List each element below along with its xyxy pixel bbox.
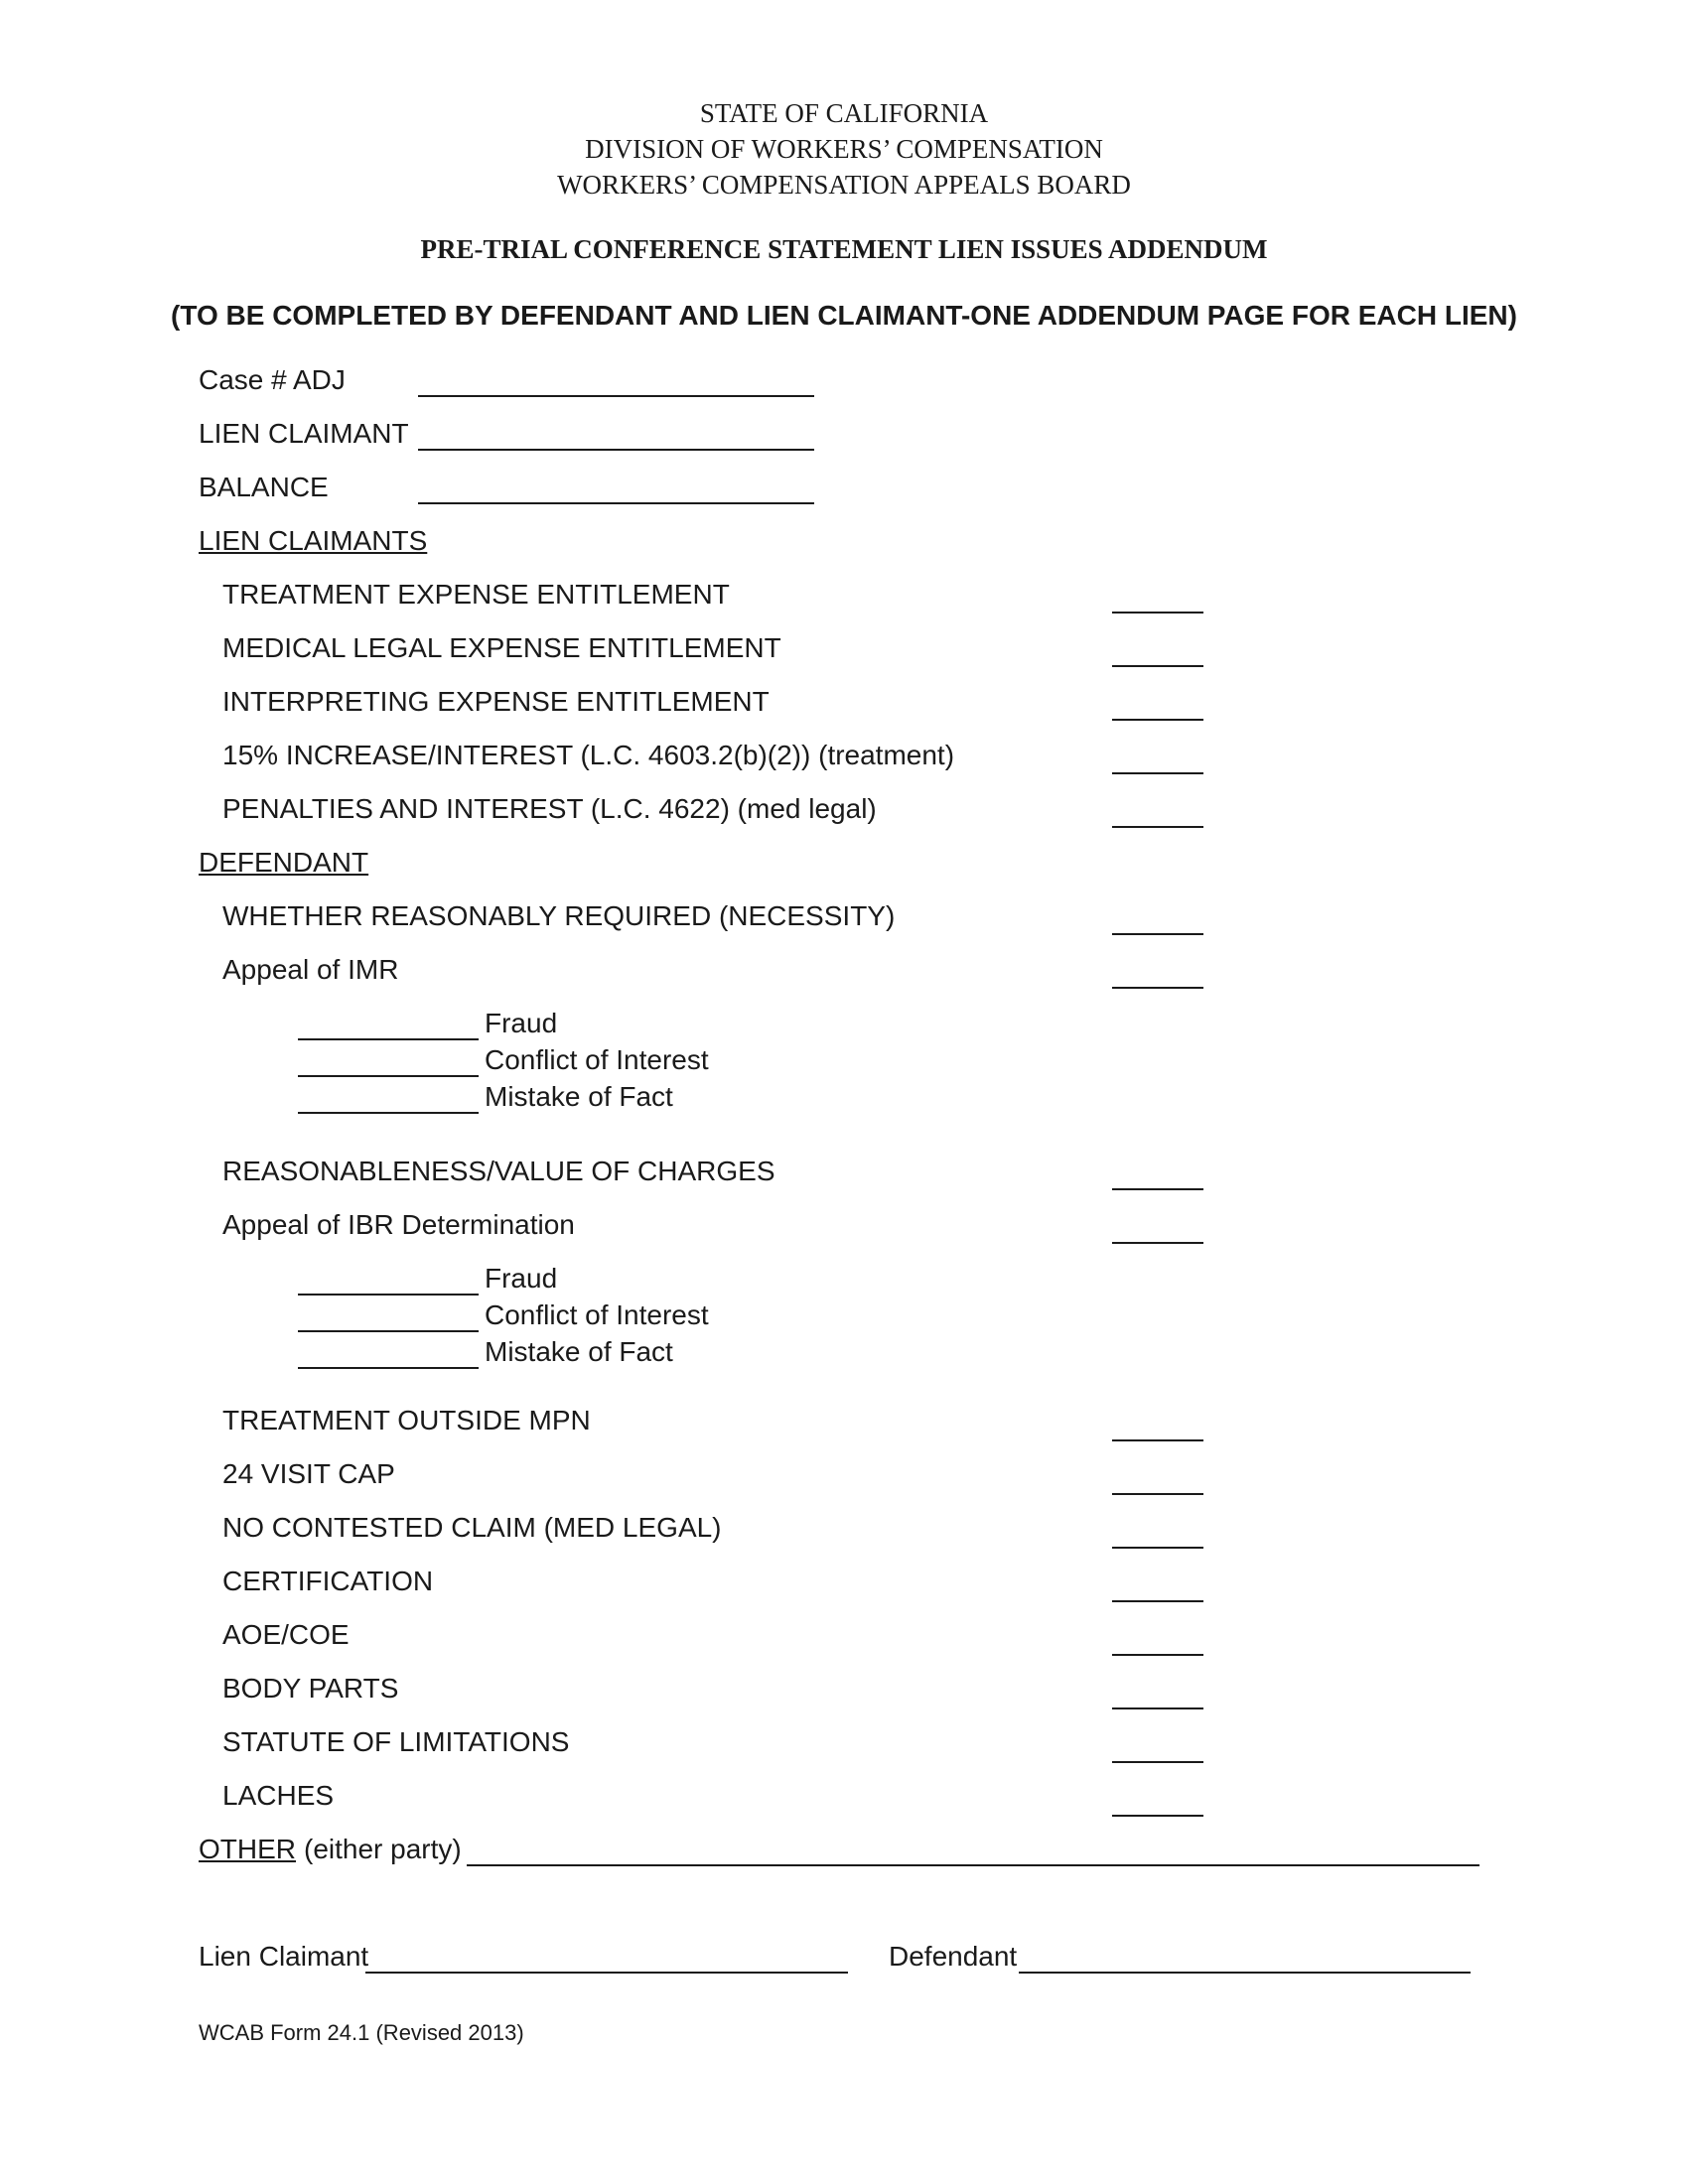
issue-treatment-expense-blank[interactable] (1112, 612, 1203, 614)
imr-conflict-blank[interactable] (298, 1075, 479, 1077)
issue-aoe-coe-blank[interactable] (1112, 1654, 1203, 1656)
issue-appeal-imr: Appeal of IMR (222, 954, 399, 985)
imr-conflict-label: Conflict of Interest (485, 1044, 709, 1075)
issue-no-contested-claim-blank[interactable] (1112, 1547, 1203, 1549)
defendant-signature-field[interactable] (1019, 1972, 1471, 1974)
issue-increase-interest: 15% INCREASE/INTEREST (L.C. 4603.2(b)(2)) (treatment) (222, 740, 955, 770)
case-number-label: Case # ADJ (199, 364, 346, 395)
issue-reasonably-required: WHETHER REASONABLY REQUIRED (NECESSITY) (222, 900, 896, 931)
issue-penalties-interest-blank[interactable] (1112, 826, 1203, 828)
issue-increase-interest-blank[interactable] (1112, 772, 1203, 774)
issue-reasonableness-value-blank[interactable] (1112, 1188, 1203, 1190)
issue-interpreting-expense: INTERPRETING EXPENSE ENTITLEMENT (222, 686, 770, 717)
issue-body-parts-blank[interactable] (1112, 1707, 1203, 1709)
form-instructions: (TO BE COMPLETED BY DEFENDANT AND LIEN CLAIMANT-ONE ADDENDUM PAGE FOR EACH LIEN) (171, 300, 1517, 331)
issue-statute-of-limitations-blank[interactable] (1112, 1761, 1203, 1763)
imr-mistake-label: Mistake of Fact (485, 1081, 673, 1112)
header-division: DIVISION OF WORKERS’ COMPENSATION (585, 134, 1103, 164)
issue-appeal-ibr: Appeal of IBR Determination (222, 1209, 575, 1240)
ibr-mistake-blank[interactable] (298, 1367, 479, 1369)
issue-24-visit-cap-blank[interactable] (1112, 1493, 1203, 1495)
issue-body-parts: BODY PARTS (222, 1673, 399, 1704)
issue-treatment-expense: TREATMENT EXPENSE ENTITLEMENT (222, 579, 730, 610)
balance-field[interactable] (418, 502, 814, 504)
ibr-fraud-blank[interactable] (298, 1294, 479, 1296)
issue-medical-legal-expense-blank[interactable] (1112, 665, 1203, 667)
header-board: WORKERS’ COMPENSATION APPEALS BOARD (557, 170, 1131, 200)
issue-medical-legal-expense: MEDICAL LEGAL EXPENSE ENTITLEMENT (222, 632, 781, 663)
lien-claimant-field[interactable] (418, 449, 814, 451)
issue-reasonableness-value: REASONABLENESS/VALUE OF CHARGES (222, 1156, 775, 1186)
lien-claimant-signature-label: Lien Claimant (199, 1941, 369, 1972)
other-label: OTHER (199, 1834, 296, 1864)
issue-statute-of-limitations: STATUTE OF LIMITATIONS (222, 1726, 570, 1757)
balance-label: BALANCE (199, 472, 329, 502)
issue-certification: CERTIFICATION (222, 1566, 434, 1596)
issue-laches: LACHES (222, 1780, 335, 1811)
lien-claimants-heading: LIEN CLAIMANTS (199, 525, 428, 556)
agency-header (0, 95, 1688, 203)
issue-aoe-coe: AOE/COE (222, 1619, 350, 1650)
issue-treatment-outside-mpn-blank[interactable] (1112, 1439, 1203, 1441)
imr-fraud-label: Fraud (485, 1008, 558, 1038)
form-number: WCAB Form 24.1 (Revised 2013) (199, 2020, 524, 2045)
lien-claimant-signature-field[interactable] (365, 1972, 848, 1974)
issue-appeal-imr-blank[interactable] (1112, 987, 1203, 989)
imr-mistake-blank[interactable] (298, 1112, 479, 1114)
issue-certification-blank[interactable] (1112, 1600, 1203, 1602)
form-title: PRE-TRIAL CONFERENCE STATEMENT LIEN ISSUES ADDENDUM (420, 234, 1268, 264)
issue-no-contested-claim: NO CONTESTED CLAIM (MED LEGAL) (222, 1512, 722, 1543)
ibr-conflict-blank[interactable] (298, 1330, 479, 1332)
defendant-heading: DEFENDANT (199, 847, 369, 878)
other-suffix: (either party) (304, 1834, 462, 1864)
lien-claimant-label: LIEN CLAIMANT (199, 418, 409, 449)
issue-24-visit-cap: 24 VISIT CAP (222, 1458, 395, 1489)
ibr-conflict-label: Conflict of Interest (485, 1299, 709, 1330)
issue-treatment-outside-mpn: TREATMENT OUTSIDE MPN (222, 1405, 591, 1435)
issue-appeal-ibr-blank[interactable] (1112, 1242, 1203, 1244)
defendant-signature-label: Defendant (889, 1941, 1018, 1972)
other-field[interactable] (467, 1864, 1479, 1866)
imr-fraud-blank[interactable] (298, 1038, 479, 1040)
issue-interpreting-expense-blank[interactable] (1112, 719, 1203, 721)
issue-reasonably-required-blank[interactable] (1112, 933, 1203, 935)
ibr-fraud-label: Fraud (485, 1263, 558, 1294)
issue-laches-blank[interactable] (1112, 1815, 1203, 1817)
case-number-field[interactable] (418, 395, 814, 397)
ibr-mistake-label: Mistake of Fact (485, 1336, 673, 1367)
header-state: STATE OF CALIFORNIA (699, 98, 989, 128)
issue-penalties-interest: PENALTIES AND INTEREST (L.C. 4622) (med legal) (222, 793, 877, 824)
